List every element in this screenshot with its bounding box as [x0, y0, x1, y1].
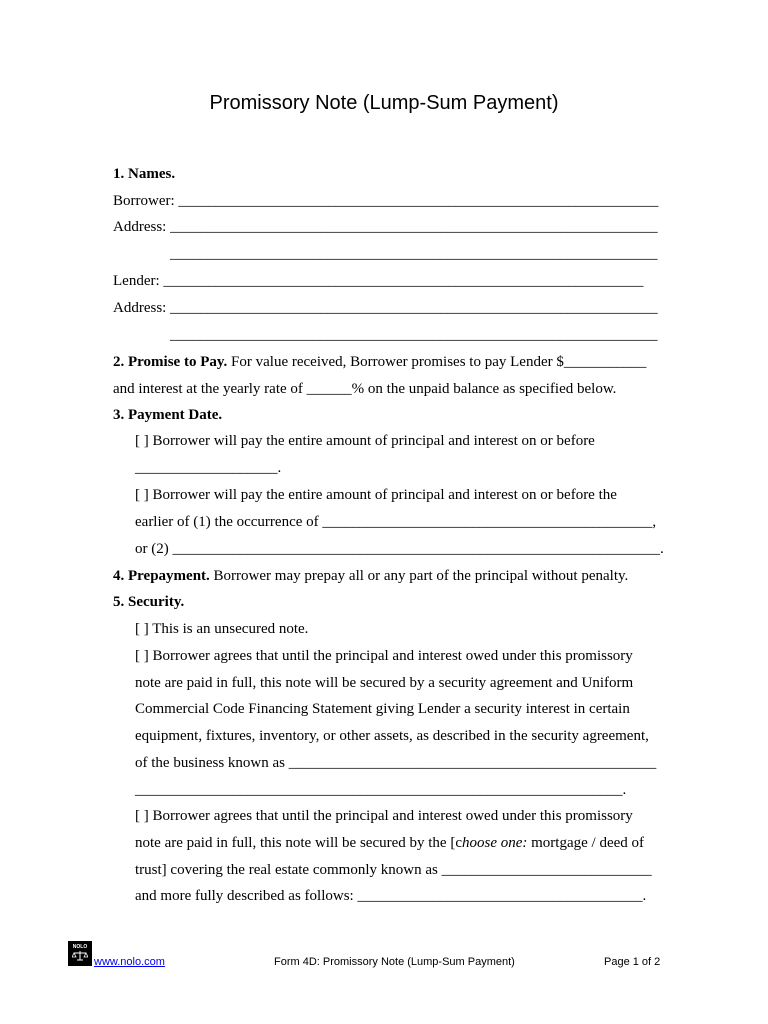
- document-title: Promissory Note (Lump-Sum Payment): [209, 92, 559, 114]
- lender-line: [113, 271, 643, 291]
- security-option-3-line-2: note are paid in full, this note will be secured by the [choose one: mortgage / deed of: [135, 835, 645, 851]
- footer-form-name: Form 4D: Promissory Note (Lump-Sum Payment): [274, 956, 515, 968]
- borrower-line: [113, 191, 658, 211]
- lender-address-blank-2: _________________________________________________________________: [170, 327, 658, 343]
- security-option-1: [ ] This is an unsecured note.: [135, 621, 309, 637]
- security-option-2-line-5: of the business known as _________________________________________________: [135, 755, 657, 771]
- payment-option-2-line-3: or (2) _________________________________________________________________.: [135, 541, 664, 557]
- nolo-website-link[interactable]: www.nolo.com: [94, 956, 165, 968]
- borrower-address-line: [113, 217, 658, 237]
- security-option-2-line-6: _________________________________________________________________.: [135, 782, 627, 798]
- payment-option-2-line-1: [ ] Borrower will pay the entire amount of principal and interest on or before the: [135, 487, 617, 503]
- payment-heading: 3. Payment Date.: [113, 407, 223, 423]
- promise-text-1: For value received, Borrower promises to pay Lender $___________: [231, 354, 647, 370]
- footer-page-number: Page 1 of 2: [604, 956, 661, 968]
- promise-line-1: [113, 352, 646, 372]
- security-option-2-line-1: [ ] Borrower agrees that until the principal and interest owed under this promissory: [135, 648, 633, 664]
- promise-line-2: and interest at the yearly rate of ______% on the unpaid balance as specified below.: [113, 381, 617, 397]
- choose-one-italic: hoose one:: [461, 835, 528, 851]
- payment-option-1-line-1: [ ] Borrower will pay the entire amount of principal and interest on or before: [135, 433, 595, 449]
- borrower-label: Borrower:: [113, 193, 175, 209]
- lender-blank: ________________________________________________________________: [163, 273, 644, 289]
- promise-heading: 2. Promise to Pay.: [113, 354, 228, 370]
- borrower-address-label: Address:: [113, 219, 167, 235]
- borrower-blank: ________________________________________________________________: [178, 193, 659, 209]
- borrower-address-blank: _________________________________________________________________: [170, 219, 658, 235]
- payment-option-1-line-2: ___________________.: [135, 460, 282, 476]
- security-option-3-line-1: [ ] Borrower agrees that until the principal and interest owed under this promissory: [135, 808, 633, 824]
- names-heading: 1. Names.: [113, 166, 176, 182]
- security-option-2-line-4: equipment, fixtures, inventory, or other assets, as described in the security agreement,: [135, 728, 649, 744]
- security-option-2-line-3: Commercial Code Financing Statement giving Lender a security interest in certain: [135, 701, 630, 717]
- prepayment-text: Borrower may prepay all or any part of the principal without penalty.: [213, 568, 629, 584]
- scales-icon: [72, 951, 88, 961]
- borrower-address-blank-2: _________________________________________________________________: [170, 246, 658, 262]
- prepayment-heading: 4. Prepayment.: [113, 568, 210, 584]
- security-option-3-line-3: trust] covering the real estate commonly known as ____________________________: [135, 862, 652, 878]
- payment-option-2-line-2: earlier of (1) the occurrence of ____________________________________________,: [135, 514, 657, 530]
- prepayment-line: [113, 566, 628, 586]
- lender-address-label: Address:: [113, 300, 167, 316]
- lender-address-blank: _________________________________________________________________: [170, 300, 658, 316]
- security-option-2-line-2: note are paid in full, this note will be secured by a security agreement and Uniform: [135, 675, 634, 691]
- security-heading: 5. Security.: [113, 594, 185, 610]
- nolo-logo: [68, 941, 92, 966]
- lender-label: Lender:: [113, 273, 160, 289]
- security-option-3-line-4: and more fully described as follows: ______________________________________.: [135, 888, 647, 904]
- nolo-logo-text: NOLO: [72, 944, 88, 950]
- lender-address-line: [113, 298, 658, 318]
